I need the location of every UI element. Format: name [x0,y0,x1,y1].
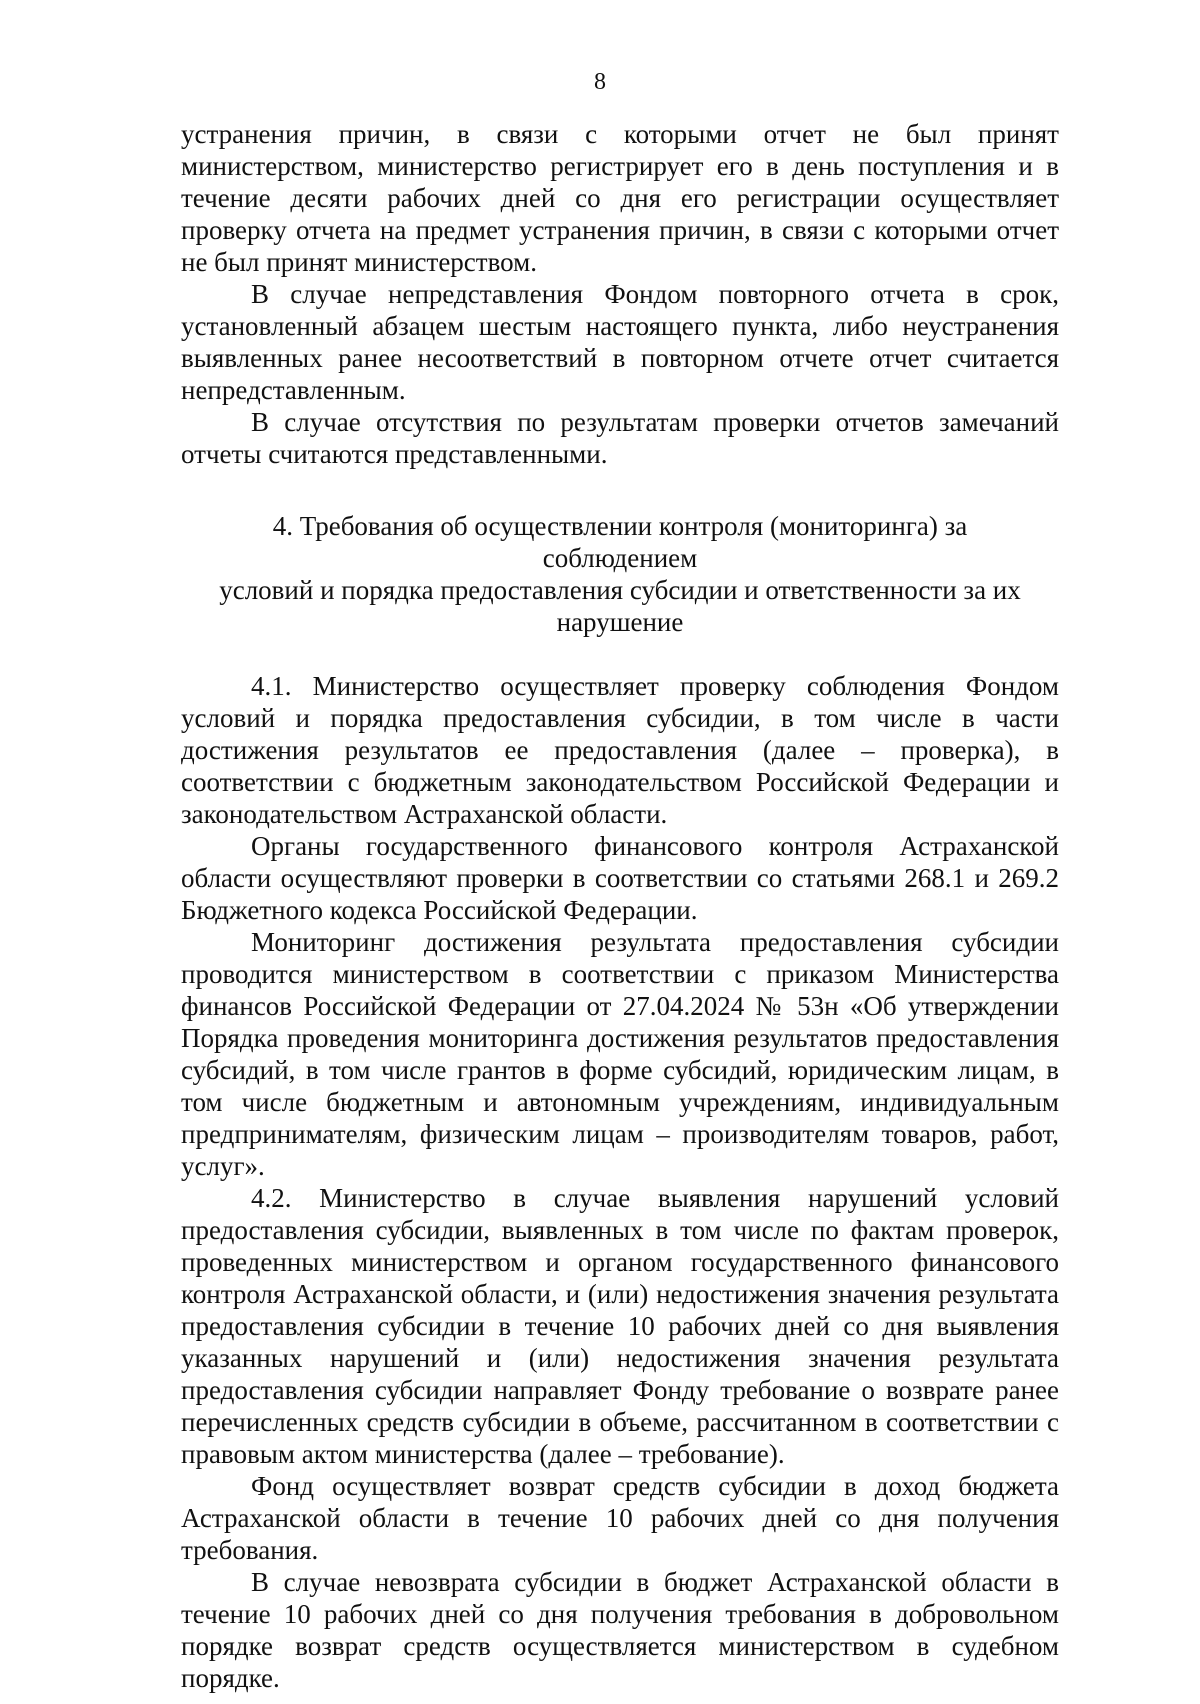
section-heading [181,510,1059,638]
paragraph: Мониторинг достижения результата предоставления субсидии проводится министерством в соответствии с приказом Министерства финансов Российской Федерации от 27.04.2024 № 53н «Об утверждении Порядка проведения мониторинга достижения результатов предоставления субсидий, в том числе грантов в форме субсидий, юридическим лицам, в том числе бюджетным и автономным учреждениям, индивидуальным предпринимателям, физическим лицам – производителям товаров, работ, услуг». [181,927,1059,1181]
paragraph: В случае непредставления Фондом повторного отчета в срок, установленный абзацем шестым настоящего пункта, либо неустранения выявленных ранее несоответствий в повторном отчете отчет считается непредставленным. [181,279,1059,405]
paragraph: Органы государственного финансового контроля Астраханской области осуществляют проверки в соответствии со статьями 268.1 и 269.2 Бюджетного кодекса Российской Федерации. [181,831,1059,925]
paragraph: В случае невозврата субсидии в бюджет Астраханской области в течение 10 рабочих дней со дня получения требования в добровольном порядке возврат средств осуществляется министерством в судебном порядке. [181,1567,1059,1693]
section-heading-line: условий и порядка предоставления субсидии и ответственности за их [219,575,1021,605]
paragraph: 4.1. Министерство осуществляет проверку соблюдения Фондом условий и порядка предоставления субсидии, в том числе в части достижения результатов ее предоставления (далее – проверка), в соответствии с бюджетным законодательством Российской Федерации и законодательством Астраханской области. [181,671,1059,829]
paragraph: устранения причин, в связи с которыми отчет не был принят министерством, министерство регистрирует его в день поступления и в течение десяти рабочих дней со дня его регистрации осуществляет проверку отчета на предмет устранения причин, в связи с которыми отчет не был принят министерством. [181,119,1059,277]
document-body [181,118,1059,1694]
section-heading-line: нарушение [556,607,684,637]
page-number: 8 [594,69,606,95]
paragraph: В случае отсутствия по результатам проверки отчетов замечаний отчеты считаются представленными. [181,407,1059,469]
section-heading-line: 4. Требования об осуществлении контроля (мониторинга) за соблюдением [272,511,968,573]
paragraph: 4.2. Министерство в случае выявления нарушений условий предоставления субсидии, выявленных в том числе по фактам проверок, проведенных министерством и органом государственного финансового контроля Астраханской области, и (или) недостижения значения результата предоставления субсидии в течение 10 рабочих дней со дня выявления указанных нарушений и (или) недостижения значения результата предоставления субсидии направляет Фонду требование о возврате ранее перечисленных средств субсидии в объеме, рассчитанном в соответствии с правовым актом министерства (далее – требование). [181,1183,1059,1469]
paragraph: Фонд осуществляет возврат средств субсидии в доход бюджета Астраханской области в течение 10 рабочих дней со дня получения требования. [181,1471,1059,1565]
